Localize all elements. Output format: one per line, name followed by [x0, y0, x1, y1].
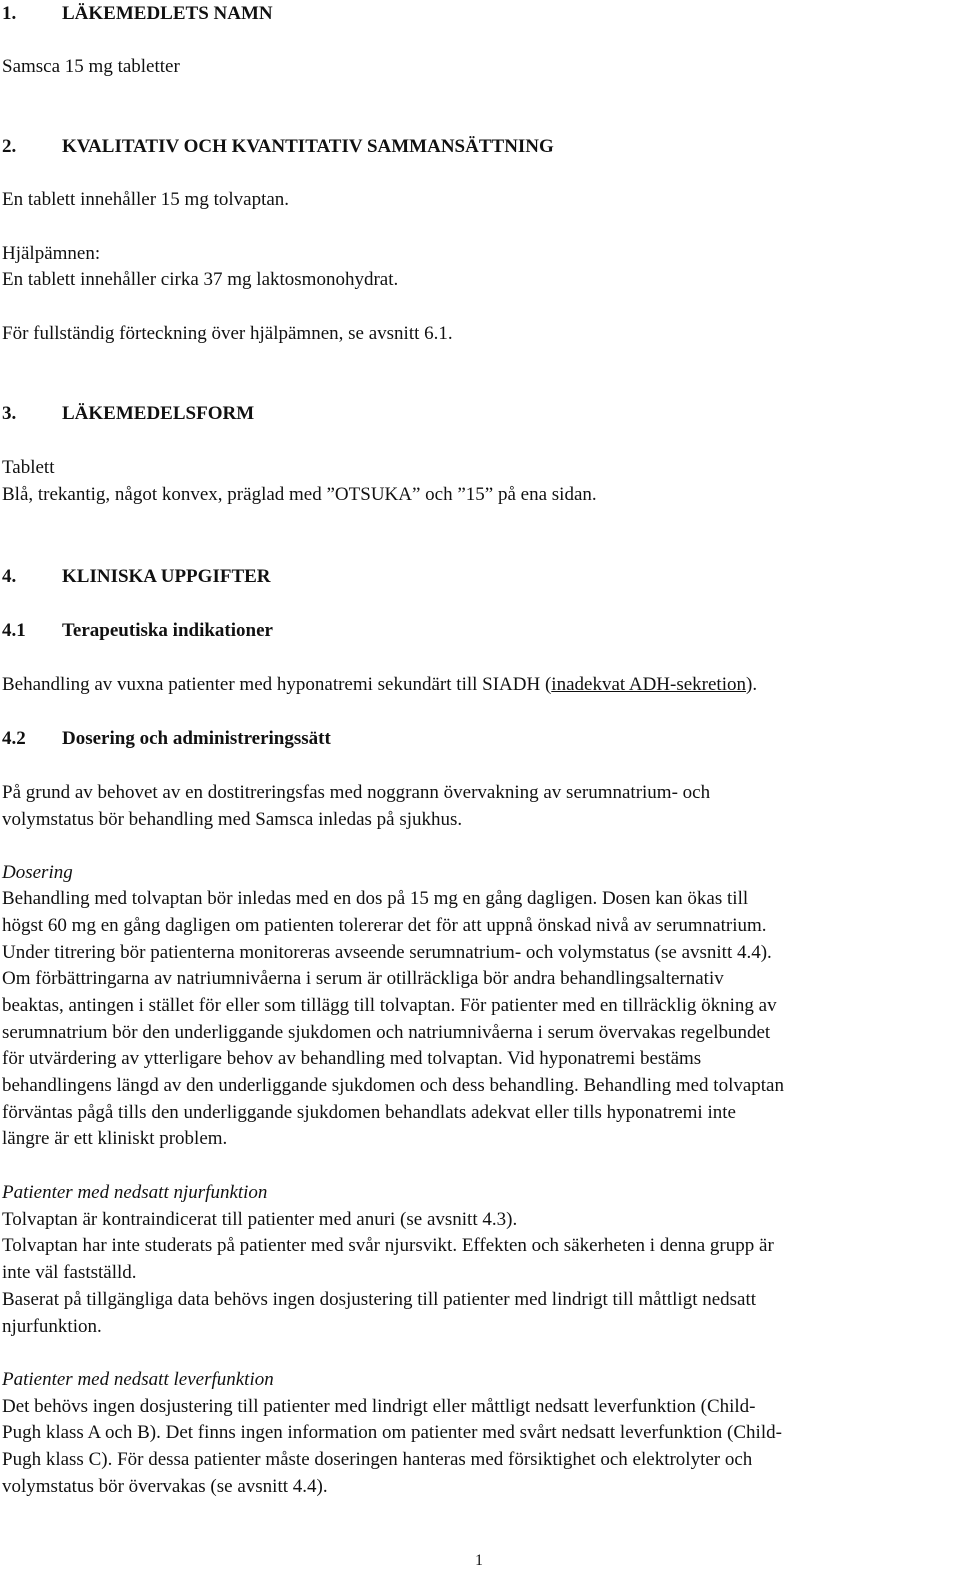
hepatic-line: Pugh klass A och B). Det finns ingen information om patienter med svårt nedsatt leverfunktion (Child-: [2, 1422, 782, 1443]
renal-heading: Patienter med nedsatt njurfunktion: [2, 1182, 268, 1203]
section-1-heading: 1. LÄKEMEDLETS NAMN: [2, 3, 273, 24]
hepatic-line: Det behövs ingen dosjustering till patienter med lindrigt eller måttligt nedsatt leverfunktion (Child-: [2, 1396, 756, 1417]
form-line: Tablett: [2, 457, 55, 478]
renal-line: njurfunktion.: [2, 1316, 102, 1337]
composition-line: En tablett innehåller 15 mg tolvaptan.: [2, 189, 290, 210]
intro-line: volymstatus bör behandling med Samsca inledas på sjukhus.: [2, 809, 463, 830]
dosering-heading: Dosering: [2, 862, 73, 883]
section-3-heading: 3. LÄKEMEDELSFORM: [2, 403, 255, 424]
renal-line: Tolvaptan är kontraindicerat till patienter med anuri (se avsnitt 4.3).: [2, 1209, 518, 1230]
indication-link[interactable]: inadekvat ADH-sekretion: [551, 674, 746, 695]
dosering-line: förväntas pågå tills den underliggande sjukdomen behandlats adekvat eller tills hyponatremi inte: [2, 1102, 736, 1123]
hepatic-heading: Patienter med nedsatt leverfunktion: [2, 1369, 274, 1390]
dosering-line: Om förbättringarna av natriumnivåerna i serum är otillräckliga bör andra behandlingsalternativ: [2, 968, 724, 989]
form-description: Blå, trekantig, något konvex, präglad med ”OTSUKA” och ”15” på ena sidan.: [2, 484, 597, 505]
page-number: 1: [475, 1552, 483, 1569]
dosering-line: behandlingens längd av den underliggande sjukdomen och dess behandling. Behandling med tolvaptan: [2, 1075, 784, 1096]
excipients-line: En tablett innehåller cirka 37 mg laktosmonohydrat.: [2, 269, 399, 290]
dosering-line: längre är ett kliniskt problem.: [2, 1128, 228, 1149]
section-4-2-heading: 4.2 Dosering och administreringssätt: [2, 728, 331, 749]
excipients-label: Hjälpämnen:: [2, 243, 101, 264]
dosering-line: Under titrering bör patienterna monitoreras avseende serumnatrium- och volymstatus (se avsnitt 4.4).: [2, 942, 772, 963]
dosering-line: beaktas, antingen i stället för eller som tillägg till tolvaptan. För patienter med en tillräcklig ökning av: [2, 995, 777, 1016]
excipients-reference: För fullständig förteckning över hjälpämnen, se avsnitt 6.1.: [2, 323, 453, 344]
section-4-heading: 4. KLINISKA UPPGIFTER: [2, 566, 271, 587]
dosering-line: Behandling med tolvaptan bör inledas med en dos på 15 mg en gång dagligen. Dosen kan ökas till: [2, 888, 749, 909]
renal-line: inte väl fastställd.: [2, 1262, 137, 1283]
dosering-line: serumnatrium bör den underliggande sjukdomen och natriumnivåerna i serum övervakas regelbundet: [2, 1022, 771, 1043]
hepatic-line: volymstatus bör övervakas (se avsnitt 4.4).: [2, 1476, 328, 1497]
indication-text: Behandling av vuxna patienter med hyponatremi sekundärt till SIADH (inadekvat ADH-sekretion).: [2, 674, 758, 695]
renal-line: Baserat på tillgängliga data behövs ingen dosjustering till patienter med lindrigt till måttligt nedsatt: [2, 1289, 757, 1310]
product-name: Samsca 15 mg tabletter: [2, 56, 180, 77]
hepatic-line: Pugh klass C). För dessa patienter måste doseringen hanteras med försiktighet och elektrolyter och: [2, 1449, 753, 1470]
dosering-line: för utvärdering av ytterligare behov av behandling med tolvaptan. Vid hyponatremi bestäms: [2, 1048, 702, 1069]
section-2-heading: 2. KVALITATIV OCH KVANTITATIV SAMMANSÄTTNING: [2, 136, 554, 157]
section-4-1-heading: 4.1 Terapeutiska indikationer: [2, 620, 273, 641]
renal-line: Tolvaptan har inte studerats på patienter med svår njursvikt. Effekten och säkerheten i denna grupp är: [2, 1235, 774, 1256]
dosering-line: högst 60 mg en gång dagligen om patienten tolererar det för att uppnå önskad nivå av serumnatrium.: [2, 915, 767, 936]
intro-line: På grund av behovet av en dostitreringsfas med noggrann övervakning av serumnatrium- och: [2, 782, 711, 803]
